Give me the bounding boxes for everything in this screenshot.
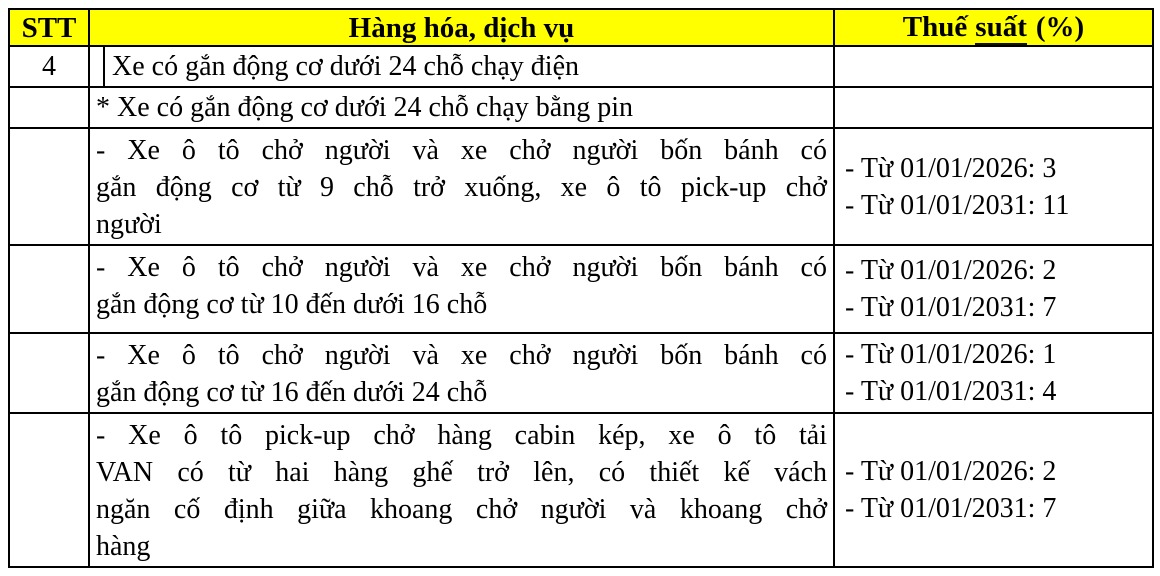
table-row xyxy=(9,413,1153,567)
goods-text-line: VAN có từ hai hàng ghế trở lên, có thiết kế vách xyxy=(96,457,827,489)
cell-stt xyxy=(9,245,89,333)
goods-text: Xe có gắn động cơ dưới 24 chỗ chạy điện xyxy=(112,51,579,83)
header-cell-tax-rate xyxy=(834,9,1153,46)
cell-stt xyxy=(9,128,89,245)
cell-tax-rate xyxy=(834,413,1153,567)
goods-text-line: người xyxy=(96,209,162,241)
goods-text-line: - Xe ô tô chở người và xe chở người bốn bánh có xyxy=(96,252,827,284)
cell-goods xyxy=(89,128,834,245)
cell-tax-rate xyxy=(834,46,1153,87)
goods-text-line: ngăn cố định giữa khoang chở người và khoang chở xyxy=(96,494,827,526)
cell-tax-rate xyxy=(834,245,1153,333)
table-row xyxy=(9,87,1153,128)
header-stt-label: STT xyxy=(21,11,77,44)
cell-goods xyxy=(89,413,834,567)
cell-stt: 4 xyxy=(9,46,89,87)
goods-text-line: - Xe ô tô chở người và xe chở người bốn bánh có xyxy=(96,340,827,372)
cell-stt xyxy=(9,87,89,128)
header-cell-goods xyxy=(89,9,834,46)
goods-text-line: gắn động cơ từ 9 chỗ trở xuống, xe ô tô pick-up chở xyxy=(96,172,827,204)
cell-tax-rate xyxy=(834,128,1153,245)
cell-goods xyxy=(89,87,834,128)
table-row xyxy=(9,128,1153,245)
table-row xyxy=(9,333,1153,413)
table-row xyxy=(9,245,1153,333)
tax-rate-line: - Từ 01/01/2031: 11 xyxy=(845,189,1070,221)
tax-rate-line: - Từ 01/01/2026: 2 xyxy=(845,456,1057,488)
goods-text-line: - Xe ô tô chở người và xe chở người bốn bánh có xyxy=(96,135,827,167)
header-goods-label: Hàng hóa, dịch vụ xyxy=(348,11,575,44)
tax-rate-line: - Từ 01/01/2031: 4 xyxy=(845,376,1057,408)
tax-rate-line: - Từ 01/01/2026: 3 xyxy=(845,152,1057,184)
header-tax-label-underlined: suất xyxy=(975,12,1027,45)
cell-tax-rate xyxy=(834,87,1153,128)
tax-rate-line: - Từ 01/01/2031: 7 xyxy=(845,292,1057,324)
header-tax-label-before: Thuế xyxy=(902,11,968,43)
goods-text-line: gắn động cơ từ 10 đến dưới 16 chỗ xyxy=(96,289,488,321)
goods-text-line: hàng xyxy=(96,531,151,563)
cell-tax-rate xyxy=(834,333,1153,413)
tax-rate-table xyxy=(8,8,1154,568)
goods-text-line: - Xe ô tô pick-up chở hàng cabin kép, xe ô tô tải xyxy=(96,420,827,452)
header-cell-stt xyxy=(9,9,89,46)
cell-stt xyxy=(9,333,89,413)
tax-rate-line: - Từ 01/01/2026: 1 xyxy=(845,339,1057,371)
goods-text: * Xe có gắn động cơ dưới 24 chỗ chạy bằng pin xyxy=(96,92,633,124)
header-tax-label-after: (%) xyxy=(1035,11,1085,43)
cell-goods xyxy=(89,333,834,413)
cell-stt xyxy=(9,413,89,567)
inner-vertical-rule xyxy=(103,47,105,86)
table-header-row xyxy=(9,9,1153,46)
tax-rate-line: - Từ 01/01/2026: 2 xyxy=(845,255,1057,287)
cell-goods xyxy=(89,245,834,333)
cell-goods xyxy=(89,46,834,87)
goods-text-line: gắn động cơ từ 16 đến dưới 24 chỗ xyxy=(96,377,488,409)
table-row xyxy=(9,46,1153,87)
tax-rate-line: - Từ 01/01/2031: 7 xyxy=(845,493,1057,525)
